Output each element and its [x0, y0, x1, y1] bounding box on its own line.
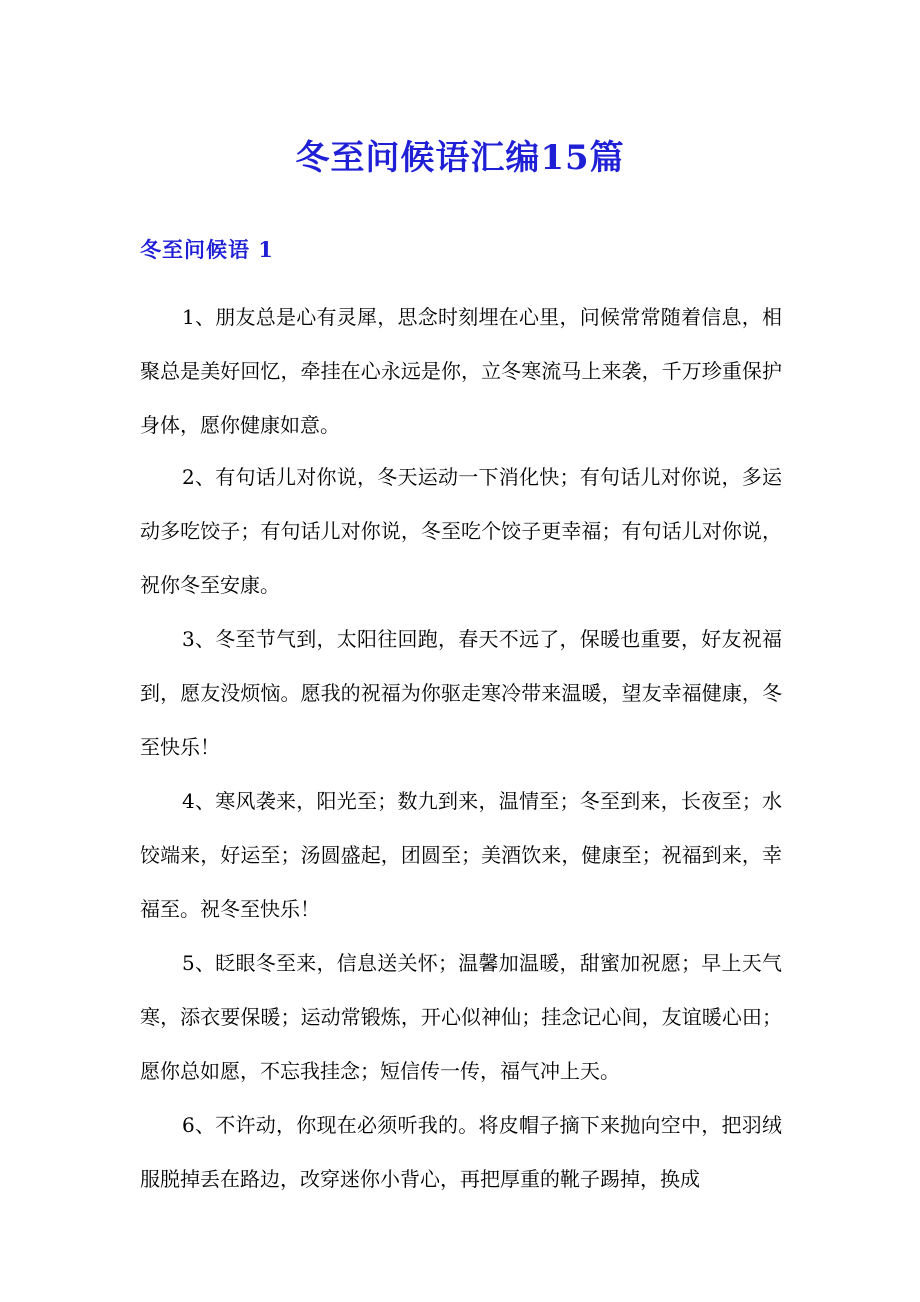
greeting-paragraph-3: 3、冬至节气到，太阳往回跑，春天不远了，保暖也重要，好友祝福到，愿友没烦恼。愿我的祝福为你驱走寒冷带来温暖，望友幸福健康，冬至快乐！ [140, 627, 782, 759]
greeting-paragraph-5: 5、眨眼冬至来，信息送关怀；温馨加温暖，甜蜜加祝愿；早上天气寒，添衣要保暖；运动常锻炼，开心似神仙；挂念记心间，友谊暖心田；愿你总如愿，不忘我挂念；短信传一传，福气冲上天。 [140, 951, 782, 1083]
greeting-paragraph-6: 6、不许动，你现在必须听我的。将皮帽子摘下来抛向空中，把羽绒服脱掉丢在路边，改穿迷你小背心，再把厚重的靴子踢掉，换成 [140, 1113, 782, 1191]
greeting-paragraph-1: 1、朋友总是心有灵犀，思念时刻埋在心里，问候常常随着信息，相聚总是美好回忆，牵挂在心永远是你，立冬寒流马上来袭，千万珍重保护身体，愿你健康如意。 [140, 305, 782, 437]
section-heading: 冬至问候语 1 [140, 237, 274, 262]
greeting-paragraph-2: 2、有句话儿对你说，冬天运动一下消化快；有句话儿对你说，多运动多吃饺子；有句话儿对你说，冬至吃个饺子更幸福；有句话儿对你说，祝你冬至安康。 [140, 465, 782, 597]
document-title: 冬至问候语汇编15篇 [295, 138, 625, 178]
greeting-paragraph-4: 4、寒风袭来，阳光至；数九到来，温情至；冬至到来，长夜至；水饺端来，好运至；汤圆盛起，团圆至；美酒饮来，健康至；祝福到来，幸福至。祝冬至快乐！ [140, 789, 782, 921]
